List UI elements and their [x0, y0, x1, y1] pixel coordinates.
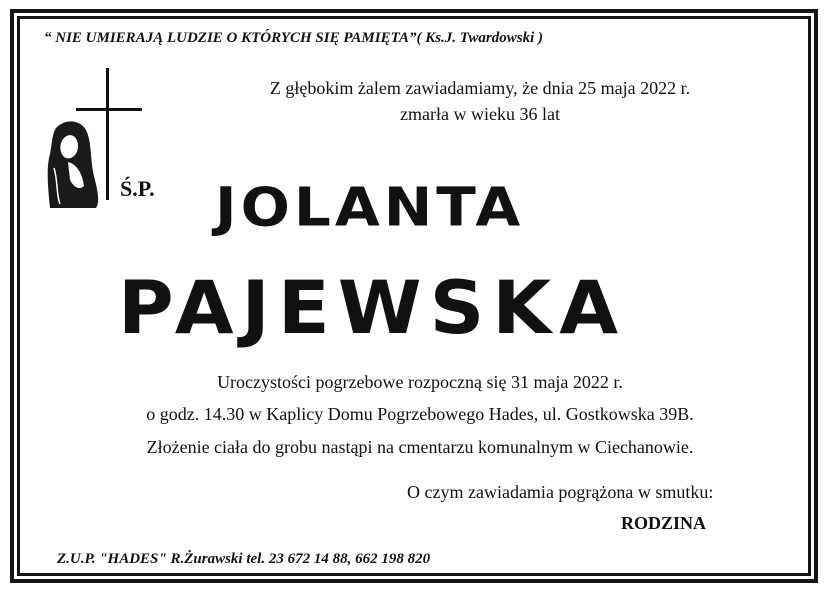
closing-notice: O czym zawiadamia pogrążona w smutku:: [407, 482, 714, 502]
last-name: PAJEWSKA: [118, 265, 627, 351]
funeral-line-3: Złożenie ciała do grobu nastąpi na cmentarzu komunalnym w Ciechanowie.: [146, 437, 694, 457]
funeral-line-1: Uroczystości pogrzebowe rozpoczną się 31 maja 2022 r.: [217, 372, 623, 392]
name-prefix: Ś.P.: [120, 176, 155, 201]
funeral-home-footer: Z.U.P. "HADES" R.Żurawski tel. 23 672 14 88, 662 198 820: [57, 551, 431, 567]
family-signature: RODZINA: [621, 513, 707, 533]
announcement-line-1: Z głębokim żalem zawiadamiamy, że dnia 25 maja 2022 r.: [269, 78, 691, 98]
announcement-line-2: zmarła w wieku 36 lat: [400, 104, 560, 124]
first-name: JOLANTA: [215, 176, 525, 239]
motto-quote: “ NIE UMIERAJĄ LUDZIE O KTÓRYCH SIĘ PAMIĘTA”( Ks.J. Twardowski ): [44, 30, 543, 46]
funeral-line-2: o godz. 14.30 w Kaplicy Domu Pogrzebowego Hades, ul. Gostkowska 39B.: [146, 404, 694, 424]
